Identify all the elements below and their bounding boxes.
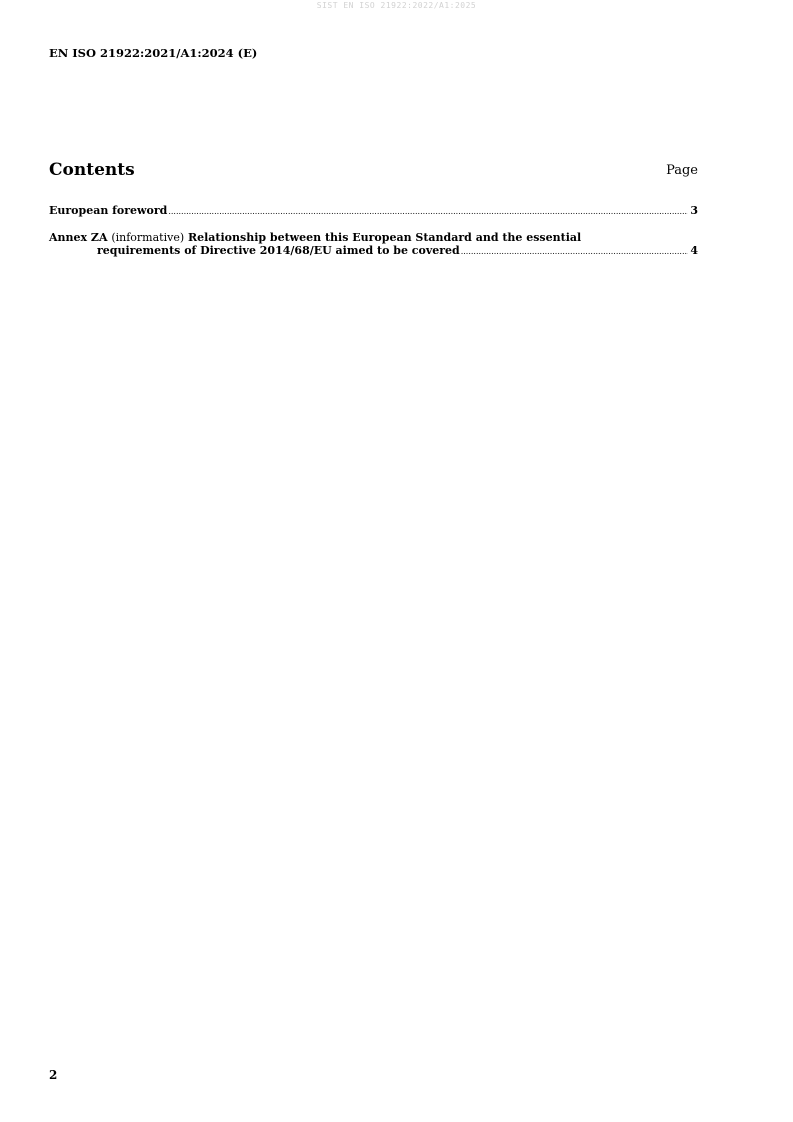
annex-label: Annex ZA — [49, 231, 108, 244]
toc-entry-page: 3 — [690, 204, 698, 217]
document-identifier: EN ISO 21922:2021/A1:2024 (E) — [49, 46, 258, 60]
dot-leader — [461, 244, 689, 258]
page-column-label: Page — [666, 163, 698, 178]
page-number: 2 — [49, 1068, 58, 1082]
contents-title: Contents — [49, 160, 135, 180]
toc-entry-page: 4 — [690, 244, 698, 257]
toc-entry-title: European foreword — [49, 204, 168, 217]
watermark: SIST EN ISO 21922:2022/A1:2025 — [316, 1, 477, 10]
table-of-contents — [49, 204, 698, 258]
annex-type: (informative) — [111, 231, 185, 244]
toc-entry-european-foreword[interactable] — [49, 204, 698, 218]
toc-entry-annex-za[interactable] — [49, 231, 698, 258]
toc-entry-title-line1: Relationship between this European Standard and the essential — [187, 231, 582, 244]
toc-entry-title-line2: requirements of Directive 2014/68/EU aimed to be covered — [97, 244, 460, 257]
dot-leader — [168, 204, 688, 218]
